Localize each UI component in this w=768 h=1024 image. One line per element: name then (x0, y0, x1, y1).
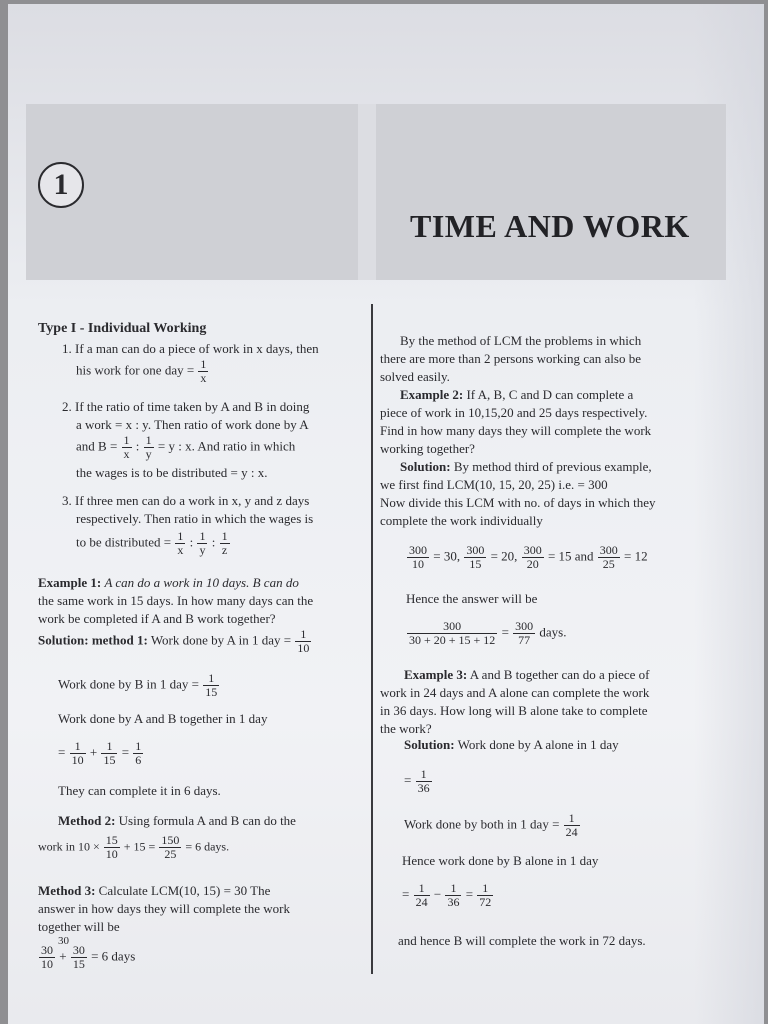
both-line (380, 812, 740, 839)
fraction: $\frac{300}{30 + 20 + 15 + 12}$ (409, 619, 496, 647)
equals: = (404, 772, 412, 788)
rule-2-text-2: = y : x. And ratio in which (157, 438, 296, 454)
chapter-title: TIME AND WORK (410, 208, 690, 244)
method-3-line-1 (38, 882, 368, 900)
fraction: $\frac{1}{24}$ (415, 881, 428, 909)
equals: = (402, 886, 410, 902)
solution-3-equation (380, 768, 740, 795)
example-1-line-3: work be completed if A and B work together? (38, 611, 276, 626)
solution-2-line-3: Now divide this LCM with no. of days in which they (380, 495, 656, 510)
equals: = (465, 886, 474, 902)
fraction: $\frac{1}{x}$ (123, 433, 130, 461)
equals: = (501, 624, 509, 640)
example-label: Example 2: (400, 387, 464, 402)
rule-3-line-3 (38, 530, 406, 557)
equation-text: work in 10 × (38, 839, 100, 854)
rule-2-line-3 (38, 434, 406, 461)
fraction: $\frac{300}{25}$ (599, 543, 618, 571)
fraction: $\frac{300}{20}$ (523, 543, 542, 571)
rule-2-line-1: 2. If the ratio of time taken by A and B in doing (62, 399, 310, 414)
example-text: If A, B, C and D can complete a (466, 387, 634, 402)
fraction: $\frac{30}{15}$ (72, 943, 85, 971)
solution-1-line (38, 628, 368, 655)
complete-line: They can complete it in 6 days. (58, 783, 221, 798)
example-2-line-1 (380, 386, 736, 404)
textbook-page (8, 4, 764, 1024)
fraction: $\frac{1}{x}$ (177, 529, 184, 557)
method-2-equation (38, 834, 368, 861)
method-text: Calculate LCM(10, 15) = 30 The (98, 883, 271, 898)
fraction: $\frac{1}{36}$ (417, 767, 430, 795)
example-text: A can do a work in 10 days. B can do (104, 575, 299, 590)
equation-text: = 15 and (547, 548, 594, 564)
both-text: Work done by both in 1 day = (404, 816, 560, 832)
rule-2-text: and B = (76, 438, 118, 454)
solution-label: Solution: method 1: (38, 632, 148, 648)
method-3-line-3: together will be (38, 919, 120, 934)
chapter-number: 1 (38, 162, 84, 208)
example-2-line-3: Find in how many days they will complete the work (380, 423, 652, 438)
fraction: $\frac{1}{10}$ (71, 739, 84, 767)
equals: = (121, 744, 130, 760)
rule-3-line-2: respectively. Then ratio in which the wages is (76, 511, 314, 526)
fraction: $\frac{1}{72}$ (479, 881, 492, 909)
example-text: A and B together can do a piece of (469, 667, 650, 682)
division-equation (380, 544, 742, 571)
fraction: $\frac{1}{15}$ (205, 671, 218, 699)
solution-2-line-1 (380, 458, 736, 476)
fraction: $\frac{1}{24}$ (565, 811, 578, 839)
type-heading: Type I - Individual Working (38, 321, 207, 336)
fraction: $\frac{1}{z}$ (221, 529, 228, 557)
fraction: $\frac{15}{10}$ (105, 833, 118, 861)
work-b-line (38, 672, 388, 699)
hence-b-line: Hence work done by B alone in 1 day (402, 853, 599, 868)
plus: + (89, 744, 98, 760)
ratio-sep: : (189, 534, 194, 550)
method-3-line-2: answer in how days they will complete the work (38, 901, 290, 916)
equation-text: = 20, (490, 548, 518, 564)
example-3-line-1 (380, 666, 740, 684)
solution-label: Solution: (400, 459, 451, 474)
equation-text: = 6 days. (185, 839, 230, 854)
fraction: $\frac{300}{10}$ (409, 543, 427, 571)
lcm-para-line-2: there are more than 2 persons working can also be (380, 351, 641, 366)
method-2-line-1 (38, 812, 388, 830)
fraction: $\frac{1}{36}$ (447, 881, 460, 909)
fraction: $\frac{30}{10}$ (41, 943, 53, 971)
example-label: Example 3: (404, 667, 468, 682)
example-label: Example 1: (38, 575, 102, 590)
chapter-banner (26, 104, 726, 280)
equation-text: + 15 = (123, 839, 156, 854)
equation-text: = 30, (433, 548, 461, 564)
difference-equation (380, 882, 738, 909)
example-1-line-1 (38, 574, 368, 592)
method-label: Method 3: (38, 883, 96, 898)
rule-3-text: to be distributed = (76, 534, 172, 550)
method-3-top-number: 30 (58, 935, 69, 947)
ratio-sep: : (211, 534, 216, 550)
solution-text: By method third of previous example, (453, 459, 652, 474)
equation-text: days. (539, 624, 567, 640)
plus: + (59, 948, 67, 964)
fraction: $\frac{1}{6}$ (135, 739, 142, 767)
lcm-para-line-3: solved easily. (380, 369, 450, 384)
example-1-line-2: the same work in 15 days. In how many days can the (38, 593, 314, 608)
equals: = (58, 744, 66, 760)
rule-1-line-1: 1. If a man can do a piece of work in x days, then (62, 341, 319, 356)
hence-line: Hence the answer will be (406, 591, 538, 606)
equation-text: = 6 days (91, 948, 136, 964)
fraction: $\frac{150}{25}$ (161, 833, 180, 861)
fraction: $\frac{300}{77}$ (515, 619, 534, 647)
method-label: Method 2: (58, 813, 116, 828)
method-3-equation (38, 944, 368, 971)
fraction: $\frac{1}{y}$ (145, 433, 152, 461)
solution-text: Work done by A alone in 1 day (457, 737, 619, 752)
rule-1-line-2 (38, 358, 406, 385)
example-3-line-2: work in 24 days and A alone can complete the work (380, 685, 650, 700)
fraction: $\frac{1}{x}$ (200, 357, 207, 385)
fraction: $\frac{1}{10}$ (297, 627, 310, 655)
fraction: $\frac{1}{y}$ (199, 529, 206, 557)
minus: − (433, 886, 442, 902)
solution-text: Work done by A in 1 day = (150, 632, 292, 648)
solution-2-line-4: complete the work individually (380, 513, 543, 528)
example-2-line-4: working together? (380, 441, 475, 456)
solution-2-line-2: we first find LCM(10, 15, 20, 25) i.e. = 300 (380, 477, 608, 492)
rule-1-text: his work for one day = (76, 362, 195, 378)
answer-equation (380, 620, 742, 647)
work-ab-line: Work done by A and B together in 1 day (58, 711, 268, 726)
banner-divider (358, 104, 376, 280)
rule-2-line-4: the wages is to be distributed = y : x. (76, 465, 268, 480)
equation-text: = 12 (624, 548, 648, 564)
rule-3-line-1: 3. If three men can do a work in x, y and z days (62, 493, 310, 508)
example-3-line-3: in 36 days. How long will B alone take to complete (380, 703, 648, 718)
method-text: Using formula A and B can do the (118, 813, 296, 828)
sum-equation (38, 740, 388, 767)
fraction: $\frac{1}{15}$ (103, 739, 116, 767)
lcm-para-line-1: By the method of LCM the problems in which (400, 333, 642, 348)
example-3-line-4: the work? (380, 721, 432, 736)
fraction: $\frac{300}{15}$ (466, 543, 485, 571)
work-b-text: Work done by B in 1 day = (58, 676, 199, 692)
rule-2-line-2: a work = x : y. Then ratio of work done by A (76, 417, 309, 432)
solution-label: Solution: (404, 737, 455, 752)
solution-3-line (380, 736, 740, 754)
example-2-line-2: piece of work in 10,15,20 and 25 days respectively. (380, 405, 648, 420)
final-line: and hence B will complete the work in 72 days. (398, 933, 646, 948)
ratio-sep: : (135, 438, 140, 454)
